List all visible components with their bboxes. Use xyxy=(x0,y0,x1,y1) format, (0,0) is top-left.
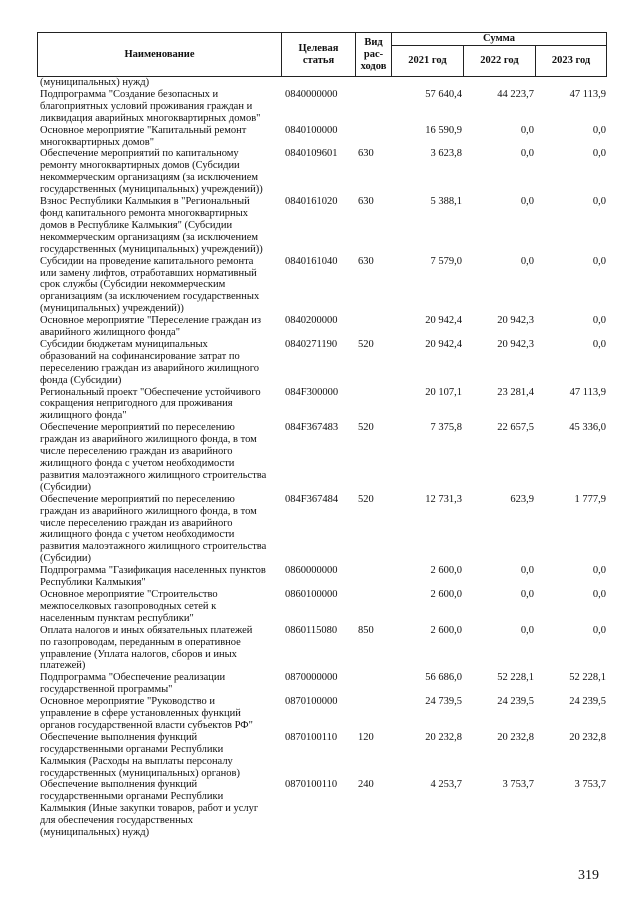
row-name-line: Взнос Республики Калмыкия в "Региональный xyxy=(40,196,250,208)
row-name-line: государственной программы" xyxy=(40,684,173,696)
row-name xyxy=(37,779,281,839)
table-row xyxy=(37,148,606,196)
row-name-line: переселению граждан из аварийного жилищного xyxy=(40,362,260,374)
row-code: 0860100000 xyxy=(285,588,338,600)
row-name-line: фонда (Субсидии) xyxy=(40,374,122,386)
row-vid: 520 xyxy=(358,338,374,350)
row-name-line: аварийного жилищного фонда" xyxy=(40,327,180,339)
row-vid: 630 xyxy=(358,255,374,267)
row-code: 0840200000 xyxy=(285,315,338,327)
header-year-2022: 2022 год xyxy=(464,46,536,77)
row-name-line: Обеспечение мероприятий по переселению xyxy=(40,422,235,434)
row-sum-2022: 23 281,4 xyxy=(497,386,534,398)
row-sum-2021: 7 375,8 xyxy=(430,422,462,434)
row-name-line: Обеспечение выполнения функций xyxy=(40,731,198,743)
row-code: 084F367483 xyxy=(285,422,339,434)
row-name-line: населенным пунктам республики" xyxy=(40,612,194,624)
row-name-line: ликвидация аварийных многоквартирных домов" xyxy=(40,112,261,124)
row-name-line: фонд капитального ремонта многоквартирных xyxy=(40,207,248,219)
row-sum-2021: 12 731,3 xyxy=(425,493,462,505)
row-sum-2022: 0,0 xyxy=(520,124,534,136)
row-name xyxy=(37,565,281,589)
row-sum-2023: 45 336,0 xyxy=(569,422,606,434)
table-row xyxy=(37,339,606,387)
row-name-line: Обеспечение мероприятий по капитальному xyxy=(40,148,239,160)
row-name-line: Республики Калмыкия" xyxy=(40,577,146,589)
row-name xyxy=(37,196,281,256)
row-code: 0870100110 xyxy=(285,731,338,743)
row-name-line: числе переселению граждан из аварийного xyxy=(40,517,233,529)
row-code: 0860000000 xyxy=(285,565,338,577)
row-name-line: Подпрограмма "Создание безопасных и xyxy=(40,88,219,100)
row-code: 0840161040 xyxy=(285,255,338,267)
row-name xyxy=(37,625,281,673)
row-vid xyxy=(355,315,391,339)
header-year-2021: 2021 год xyxy=(392,46,464,77)
row-sum-2023: 52 228,1 xyxy=(569,672,606,684)
row-vid: 630 xyxy=(358,196,374,208)
table-header xyxy=(37,32,607,77)
row-name xyxy=(37,77,281,89)
header-sum: Сумма xyxy=(392,33,607,46)
row-sum-2023: 0,0 xyxy=(592,196,606,208)
row-sum-2022: 0,0 xyxy=(520,624,534,636)
table-row xyxy=(37,732,606,780)
row-name-line: Основное мероприятие "Переселение граждан из xyxy=(40,315,262,327)
row-name-line: (Субсидии) xyxy=(40,481,92,493)
row-name-line: государственными органами Республики xyxy=(40,791,224,803)
row-vid xyxy=(355,89,391,125)
row-sum-2021: 7 579,0 xyxy=(430,255,462,267)
row-name-line: Субсидии бюджетам муниципальных xyxy=(40,338,208,350)
row-vid: 520 xyxy=(358,493,374,505)
row-name-line: срок службы (Субсидии некоммерческим xyxy=(40,279,226,291)
row-sum-2021: 57 640,4 xyxy=(425,88,462,100)
row-name-line: (муниципальных) нужд) xyxy=(40,77,150,88)
row-name-line: Основное мероприятие "Капитальный ремонт xyxy=(40,124,247,136)
page-number: 319 xyxy=(578,868,599,883)
row-name-line: управление в сфере установленных функций xyxy=(40,708,241,720)
table-row xyxy=(37,315,606,339)
header-code: Целевая статья xyxy=(282,33,356,77)
row-code: 0840109601 xyxy=(285,148,338,160)
row-sum-2023 xyxy=(535,77,606,89)
row-sum-2022: 0,0 xyxy=(520,255,534,267)
row-sum-2021: 20 942,4 xyxy=(425,338,462,350)
row-code: 0870100110 xyxy=(285,779,338,791)
table-row xyxy=(37,196,606,256)
row-name-line: числе переселению граждан из аварийного xyxy=(40,446,233,458)
header-year-2023: 2023 год xyxy=(536,46,607,77)
row-name-line: Основное мероприятие "Руководство и xyxy=(40,696,215,708)
row-name-line: межпоселковых газопроводных сетей к xyxy=(40,600,217,612)
row-name-line: благоприятных условий проживания граждан и xyxy=(40,100,253,112)
row-name-line: Основное мероприятие "Строительство xyxy=(40,588,218,600)
row-sum-2022 xyxy=(463,77,535,89)
row-sum-2021: 16 590,9 xyxy=(425,124,462,136)
row-name-line: граждан из аварийного жилищного фонда, в том xyxy=(40,505,257,517)
row-name-line: или замену лифтов, отработавших нормативный xyxy=(40,267,257,279)
row-sum-2022: 0,0 xyxy=(520,148,534,160)
row-name-line: сокращения непригодного для проживания xyxy=(40,398,233,410)
table-row xyxy=(37,422,606,493)
row-sum-2021: 2 600,0 xyxy=(430,565,462,577)
row-name-line: Калмыкия (Иные закупки товаров, работ и услуг xyxy=(40,803,259,815)
row-code: 0860115080 xyxy=(285,624,338,636)
row-name-line: некоммерческим организациям (за исключением xyxy=(40,231,259,243)
row-name-line: управление (Уплата налогов, сборов и иных xyxy=(40,648,237,660)
table-row xyxy=(37,625,606,673)
row-code: 0870000000 xyxy=(285,672,338,684)
row-sum-2023: 0,0 xyxy=(592,565,606,577)
row-sum-2023: 0,0 xyxy=(592,124,606,136)
row-name xyxy=(37,256,281,316)
row-name xyxy=(37,315,281,339)
row-sum-2022: 3 753,7 xyxy=(502,779,534,791)
row-vid: 120 xyxy=(358,731,374,743)
row-name-line: Региональный проект "Обеспечение устойчивого xyxy=(40,386,261,398)
table-row xyxy=(37,89,606,125)
row-vid xyxy=(355,589,391,625)
row-vid: 630 xyxy=(358,148,374,160)
row-name-line: жилищного фонда" xyxy=(40,410,127,422)
row-name-line: образований на софинансирование затрат по xyxy=(40,350,240,362)
row-name xyxy=(37,125,281,149)
row-code: 0870100000 xyxy=(285,696,338,708)
row-name-line: ремонту многоквартирных домов (Субсидии xyxy=(40,160,240,172)
table-row xyxy=(37,589,606,625)
row-name-line: по газопроводам, переданным в оперативное xyxy=(40,636,241,648)
row-name-line: Субсидии на проведение капитального ремонта xyxy=(40,255,254,267)
row-name xyxy=(37,494,281,565)
row-code: 0840271190 xyxy=(285,338,338,350)
row-name-line: (муниципальных) нужд) xyxy=(40,827,150,839)
row-vid: 520 xyxy=(358,422,374,434)
header-name: Наименование xyxy=(38,33,282,77)
row-name-line: государственных (муниципальных) учреждений)) xyxy=(40,243,263,255)
table-row xyxy=(37,256,606,316)
row-sum-2022: 20 232,8 xyxy=(497,731,534,743)
table-row xyxy=(37,125,606,149)
row-vid: 240 xyxy=(358,779,374,791)
row-name-line: Подпрограмма "Обеспечение реализации xyxy=(40,672,226,684)
row-name-line: Калмыкия (Расходы на выплаты персоналу xyxy=(40,755,233,767)
row-code xyxy=(281,77,355,89)
table-row xyxy=(37,779,606,839)
row-sum-2023: 3 753,7 xyxy=(574,779,606,791)
row-sum-2022: 20 942,3 xyxy=(497,315,534,327)
row-sum-2021: 20 942,4 xyxy=(425,315,462,327)
row-vid xyxy=(355,565,391,589)
table-body xyxy=(37,77,606,839)
row-vid xyxy=(355,77,391,89)
row-sum-2021: 24 739,5 xyxy=(425,696,462,708)
row-name-line: Оплата налогов и иных обязательных платежей xyxy=(40,624,253,636)
row-sum-2022: 0,0 xyxy=(520,565,534,577)
row-sum-2023: 0,0 xyxy=(592,255,606,267)
row-sum-2023: 47 113,9 xyxy=(569,88,606,100)
row-sum-2023: 0,0 xyxy=(592,148,606,160)
row-sum-2023: 0,0 xyxy=(592,624,606,636)
row-name-line: развития малоэтажного жилищного строительства xyxy=(40,541,267,553)
row-vid: 850 xyxy=(358,624,374,636)
row-name-line: государственных (муниципальных) учреждений)) xyxy=(40,184,263,196)
row-sum-2023: 0,0 xyxy=(592,338,606,350)
row-sum-2021: 20 232,8 xyxy=(425,731,462,743)
row-name xyxy=(37,589,281,625)
row-sum-2023: 0,0 xyxy=(592,588,606,600)
row-name-line: для обеспечения государственных xyxy=(40,815,193,827)
row-name-line: жилищного фонда с учетом необходимости xyxy=(40,458,235,469)
row-sum-2022: 0,0 xyxy=(520,196,534,208)
row-sum-2021: 20 107,1 xyxy=(425,386,462,398)
row-sum-2021: 2 600,0 xyxy=(430,588,462,600)
row-vid xyxy=(355,672,391,696)
table-row xyxy=(37,696,606,732)
row-sum-2022: 52 228,1 xyxy=(497,672,534,684)
row-name xyxy=(37,148,281,196)
row-sum-2023: 20 232,8 xyxy=(569,731,606,743)
row-code: 084F300000 xyxy=(285,386,339,398)
row-name xyxy=(37,696,281,732)
row-sum-2023: 47 113,9 xyxy=(569,386,606,398)
row-name-line: Подпрограмма "Газификация населенных пунктов xyxy=(40,565,266,577)
row-vid xyxy=(355,125,391,149)
row-name-line: (муниципальных) учреждений)) xyxy=(40,303,184,315)
table-row xyxy=(37,77,606,89)
row-name-line: многоквартирных домов" xyxy=(40,136,155,148)
row-name-line: жилищного фонда с учетом необходимости xyxy=(40,529,235,541)
row-code: 0840161020 xyxy=(285,196,338,208)
row-name-line: Обеспечение мероприятий по переселению xyxy=(40,493,235,505)
row-name xyxy=(37,422,281,493)
row-sum-2022: 22 657,5 xyxy=(497,422,534,434)
row-vid xyxy=(355,696,391,732)
row-sum-2021: 3 623,8 xyxy=(430,148,462,160)
row-name-line: домов в Республике Калмыкия" (Субсидии xyxy=(40,219,233,231)
row-name-line: некоммерческим организациям (за исключением xyxy=(40,172,259,184)
row-name-line: (Субсидии) xyxy=(40,553,92,565)
row-name xyxy=(37,672,281,696)
row-name xyxy=(37,89,281,125)
row-name-line: граждан из аварийного жилищного фонда, в том xyxy=(40,434,257,446)
table-row xyxy=(37,494,606,565)
row-sum-2022: 24 239,5 xyxy=(497,696,534,708)
row-code: 084F367484 xyxy=(285,493,339,505)
row-sum-2023: 24 239,5 xyxy=(569,696,606,708)
table-row xyxy=(37,387,606,423)
row-name-line: организациям (за исключением государственных xyxy=(40,291,260,303)
row-sum-2023: 1 777,9 xyxy=(574,493,606,505)
row-vid xyxy=(355,387,391,423)
row-sum-2021 xyxy=(391,77,463,89)
row-name xyxy=(37,339,281,387)
row-sum-2021: 2 600,0 xyxy=(430,624,462,636)
row-sum-2021: 5 388,1 xyxy=(430,196,462,208)
row-name-line: государственных (муниципальных) органов) xyxy=(40,767,240,779)
row-code: 0840100000 xyxy=(285,124,338,136)
row-sum-2022: 0,0 xyxy=(520,588,534,600)
row-sum-2022: 20 942,3 xyxy=(497,338,534,350)
row-name xyxy=(37,387,281,423)
row-name xyxy=(37,732,281,780)
row-sum-2021: 56 686,0 xyxy=(425,672,462,684)
row-name-line: государственными органами Республики xyxy=(40,743,224,755)
table-row xyxy=(37,565,606,589)
row-sum-2023: 0,0 xyxy=(592,315,606,327)
row-sum-2021: 4 253,7 xyxy=(430,779,462,791)
row-sum-2022: 623,9 xyxy=(510,493,534,505)
row-code: 0840000000 xyxy=(285,88,338,100)
row-name-line: платежей) xyxy=(40,660,86,672)
row-name-line: развития малоэтажного жилищного строительства xyxy=(40,469,267,481)
row-sum-2022: 44 223,7 xyxy=(497,88,534,100)
row-name-line: органов государственной власти субъектов РФ" xyxy=(40,719,253,731)
table-row xyxy=(37,672,606,696)
row-name-line: Обеспечение выполнения функций xyxy=(40,779,198,791)
header-vid: Вид рас- ходов xyxy=(356,33,392,77)
